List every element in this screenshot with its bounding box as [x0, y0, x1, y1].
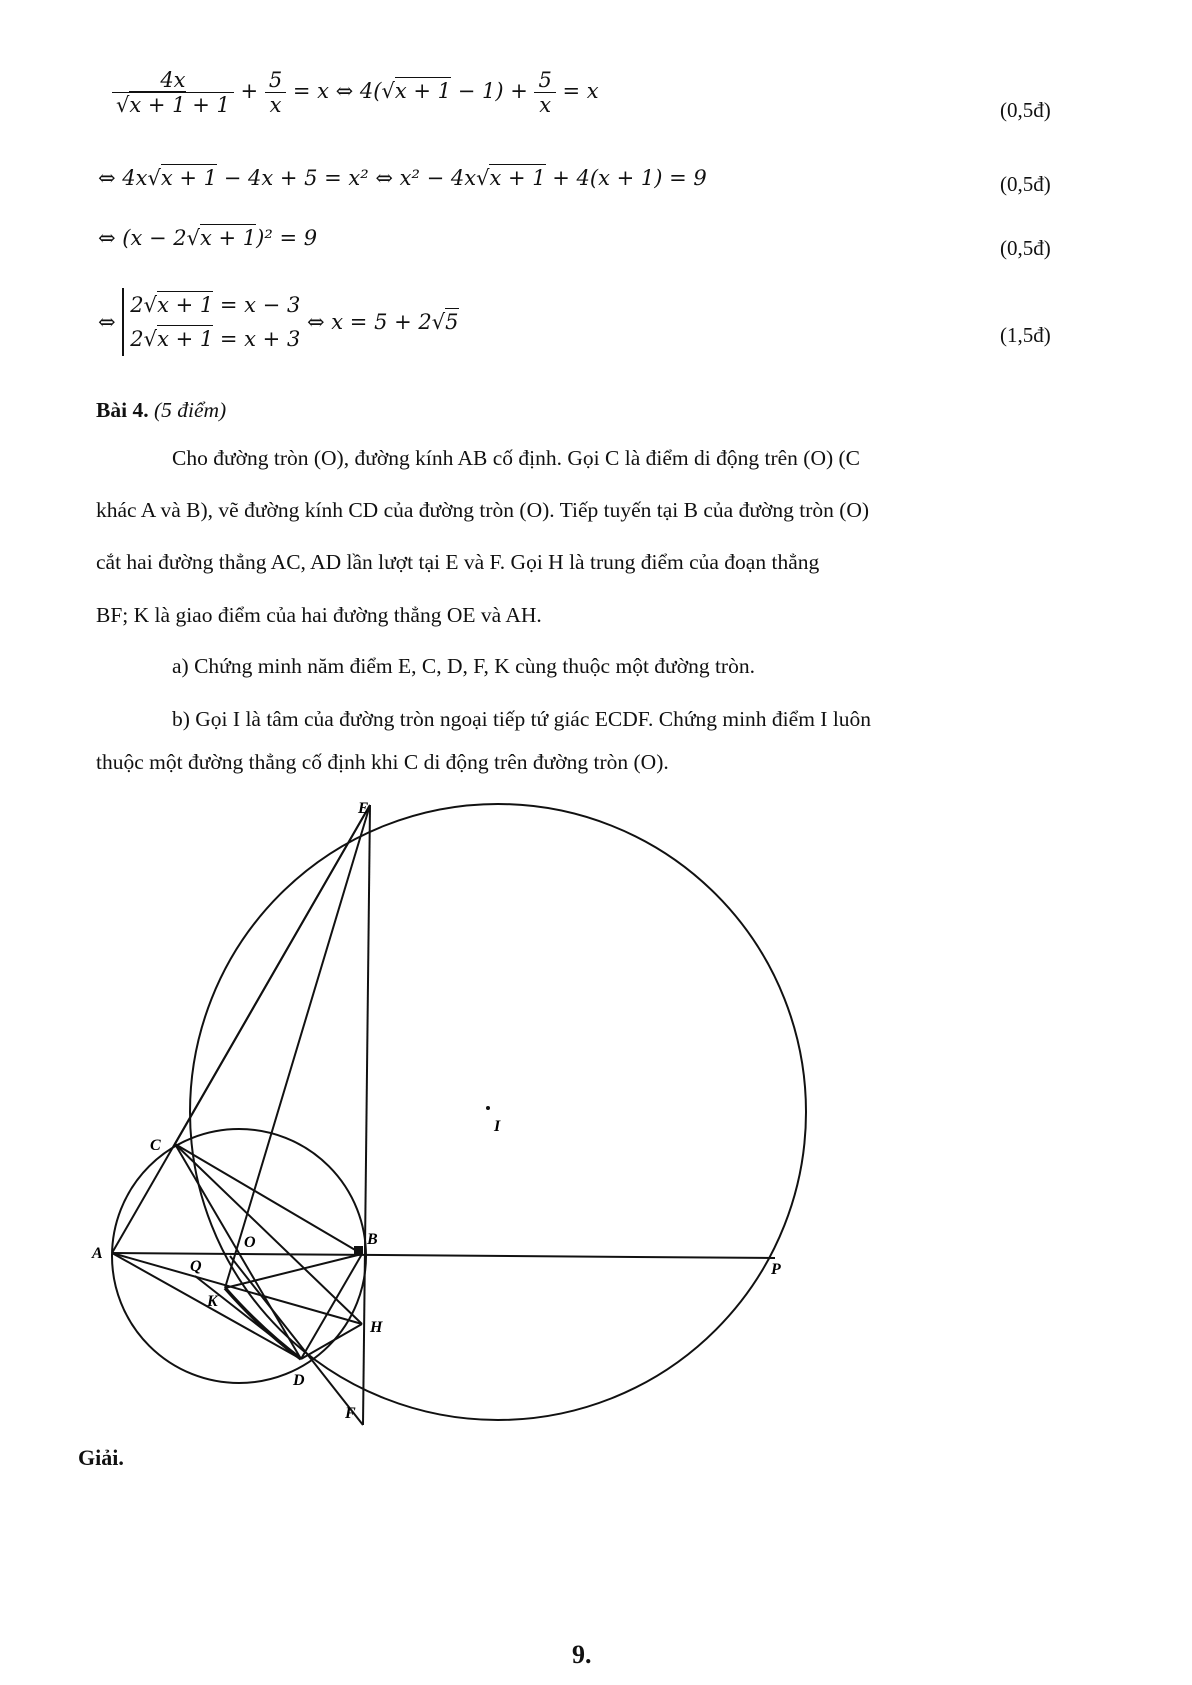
problem-line-3: cắt hai đường thẳng AC, AD lần lượt tại E và F. Gọi H là trung điểm của đoạn thẳng [96, 550, 820, 574]
equation-line-3: ⇔ (x − 2√x + 1)² = 9 [98, 226, 318, 250]
score-line-4: (1,5đ) [1000, 323, 1051, 347]
circle-o [112, 1129, 366, 1383]
system-brace: 2√x + 1 = x − 3 2√x + 1 = x + 3 [122, 288, 300, 356]
line-ce [175, 805, 370, 1144]
line-ap [112, 1253, 775, 1258]
solution-label: Giải. [78, 1445, 124, 1470]
fraction: $\frac{5}{x}$ [265, 68, 286, 117]
line-cd [175, 1144, 301, 1359]
fraction: $\frac{5}{x}$ [534, 68, 555, 117]
label-o: O [244, 1234, 256, 1251]
tangent-line-ef [363, 805, 370, 1425]
score-line-3: (0,5đ) [1000, 236, 1051, 260]
part-a: a) Chứng minh năm điểm E, C, D, F, K cùng thuộc một đường tròn. [172, 654, 755, 678]
label-c: C [150, 1137, 161, 1154]
label-q: Q [190, 1258, 202, 1275]
label-k: K [207, 1293, 218, 1310]
score-line-1: (0,5đ) [1000, 98, 1051, 122]
problem-line-4: BF; K là giao điểm của hai đường thẳng OE và AH. [96, 603, 542, 627]
label-e: E [358, 800, 369, 817]
right-angle-mark [354, 1246, 363, 1255]
label-b: B [367, 1231, 378, 1248]
problem-line-2: khác A và B), vẽ đường kính CD của đường tròn (O). Tiếp tuyến tại B của đường tròn (O) [96, 498, 870, 522]
problem-heading: Bài 4. (5 điểm) [96, 398, 227, 422]
label-f: F [345, 1405, 356, 1422]
part-b-line-1: b) Gọi I là tâm của đường tròn ngoại tiếp tứ giác ECDF. Chứng minh điểm I luôn [172, 707, 872, 731]
problem-line-1: Cho đường tròn (O), đường kính AB cố định. Gọi C là điểm di động trên (O) (C [172, 446, 860, 470]
page-number: 9. [572, 1640, 592, 1669]
label-p: P [771, 1261, 781, 1278]
score-line-2: (0,5đ) [1000, 172, 1051, 196]
fraction: $\frac{4x}{√x + 1 + 1}$ [112, 68, 234, 117]
equation-line-1: $\frac{4x}{√x + 1 + 1}$ + $\frac{5}{x}$ = x ⇔ 4(√x + 1 − 1) + $\frac{5}{x}$ = x [112, 68, 599, 117]
equation-line-2: ⇔ 4x√x + 1 − 4x + 5 = x² ⇔ x² − 4x√x + 1 + 4(x + 1) = 9 [98, 166, 707, 190]
part-b-line-2: thuộc một đường thẳng cố định khi C di động trên đường tròn (O). [96, 750, 669, 774]
label-a: A [92, 1245, 103, 1262]
label-h: H [370, 1319, 383, 1336]
label-d: D [293, 1372, 305, 1389]
center-dot-i [486, 1106, 490, 1110]
label-i: I [494, 1118, 501, 1135]
equation-line-4: ⇔ 2√x + 1 = x − 3 2√x + 1 = x + 3 ⇔ x = 5 + 2√5 [98, 288, 459, 356]
